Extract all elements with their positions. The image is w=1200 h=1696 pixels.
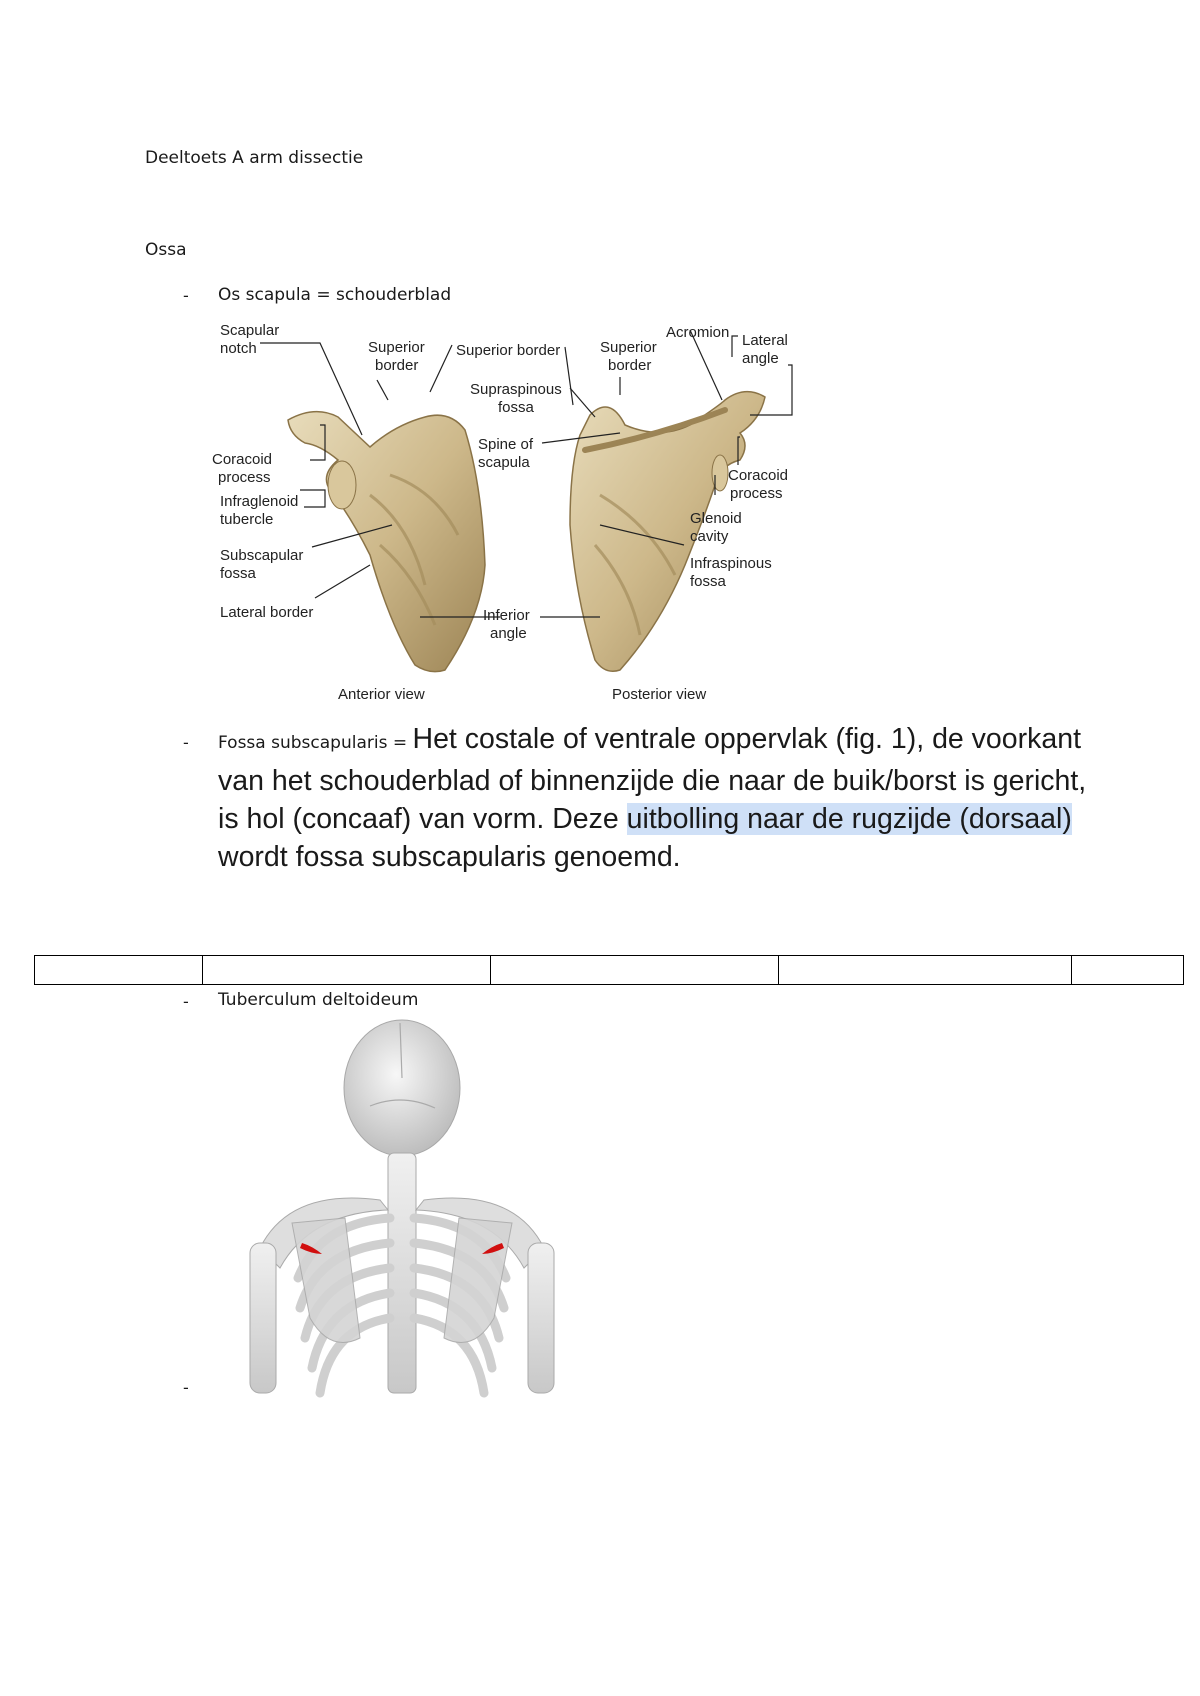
fossa-text-2: wordt fossa subscapularis genoemd. [218, 841, 681, 873]
list-item-tuberculum: Tuberculum deltoideum [218, 990, 419, 1010]
table-cell [779, 956, 1072, 985]
skeleton-figure [250, 1018, 580, 1393]
scapula-figure [212, 322, 870, 705]
label-supraspinous-fossa-2: fossa [498, 399, 534, 416]
label-superior-border-anterior: Superior [368, 339, 425, 356]
label-acromion: Acromion [666, 324, 730, 341]
table-cell [491, 956, 779, 985]
label-lateral-angle-2: angle [742, 350, 779, 367]
label-superior-border-posterior-2: border [608, 357, 652, 374]
label-glenoid-cavity-2: cavity [690, 528, 729, 545]
caption-anterior-view: Anterior view [338, 686, 425, 703]
table-cell [203, 956, 491, 985]
fossa-term: Fossa subscapularis = [218, 733, 413, 753]
anterior-scapula [288, 412, 485, 672]
bullet-dash: - [183, 733, 189, 752]
label-infraspinous-fossa-2: fossa [690, 573, 726, 590]
table-cell [35, 956, 203, 985]
label-inferior-angle: Inferior [483, 607, 530, 624]
label-superior-border-center: Superior border [456, 342, 561, 359]
label-spine-of-scapula-2: scapula [478, 454, 530, 471]
label-coracoid-anterior-2: process [218, 469, 271, 486]
label-coracoid-posterior: Coracoid [728, 467, 789, 484]
fossa-highlight: uitbolling naar de rugzijde (dorsaal) [626, 803, 1072, 835]
label-superior-border-posterior: Superior [600, 339, 657, 356]
skull [344, 1020, 460, 1156]
label-coracoid-posterior-2: process [730, 485, 783, 502]
empty-table [34, 955, 1184, 985]
posterior-scapula [570, 392, 765, 672]
label-infraglenoid-tubercle: Infraglenoid [220, 493, 299, 510]
label-lateral-angle: Lateral [742, 332, 788, 349]
table-cell [1072, 956, 1184, 985]
label-subscapular-fossa-2: fossa [220, 565, 256, 582]
label-scapular-notch-2: notch [220, 340, 257, 357]
fossa-text-1: Het costale of ventrale oppervlak (fig. 1), de voorkant van het schouderblad of binnenzijde die naar de buik/borst is gericht, is hol (concaaf) van vorm. Deze [218, 723, 1087, 835]
label-infraglenoid-tubercle-2: tubercle [220, 511, 274, 528]
label-scapular-notch: Scapular [220, 322, 280, 339]
list-item-scapula: Os scapula = schouderblad [218, 285, 452, 305]
label-spine-of-scapula: Spine of [478, 436, 534, 453]
label-supraspinous-fossa: Supraspinous [470, 381, 562, 398]
label-glenoid-cavity: Glenoid [690, 510, 742, 527]
label-inferior-angle-2: angle [490, 625, 527, 642]
label-infraspinous-fossa: Infraspinous [690, 555, 772, 572]
document-title: Deeltoets A arm dissectie [145, 148, 364, 168]
bullet-dash: - [183, 992, 189, 1011]
spine [388, 1153, 416, 1393]
label-lateral-border: Lateral border [220, 604, 314, 621]
caption-posterior-view: Posterior view [612, 686, 707, 703]
label-subscapular-fossa: Subscapular [220, 547, 304, 564]
section-heading: Ossa [145, 240, 187, 260]
fossa-subscapularis-paragraph [218, 720, 1098, 876]
label-coracoid-anterior: Coracoid [212, 451, 273, 468]
bullet-dash: - [183, 1378, 189, 1397]
bullet-dash: - [183, 286, 189, 305]
label-superior-border-anterior-2: border [375, 357, 419, 374]
table-row [35, 956, 1184, 985]
